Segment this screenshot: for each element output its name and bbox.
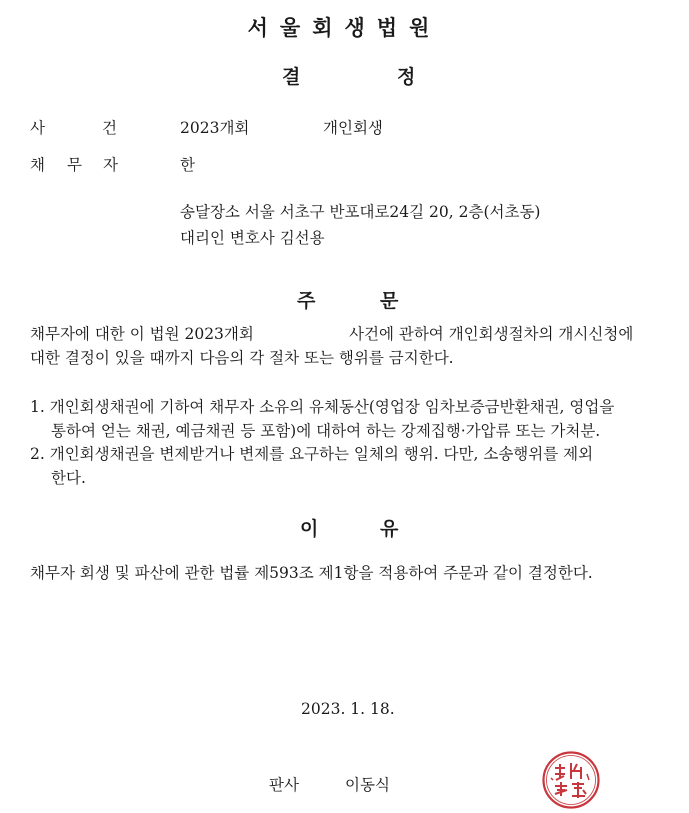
judge-name: 이동식 xyxy=(345,776,390,794)
order-item2-line1: 2. 개인회생채권을 변제받거나 변제를 요구하는 일체의 행위. 다만, 소송행위를 제외 xyxy=(30,445,594,463)
decision-date: 2023. 1. 18. xyxy=(301,700,395,718)
case-label-part1: 사 xyxy=(30,119,45,137)
debtor-label-part2: 무 xyxy=(67,156,82,174)
debtor-name: 한 xyxy=(180,156,195,174)
order-intro-line1-b: 사건에 관하여 개인회생절차의 개시신청에 xyxy=(349,325,634,343)
order-heading-right: 문 xyxy=(380,290,399,312)
doc-type-right: 정 xyxy=(397,66,416,88)
case-number: 2023개회 xyxy=(180,119,250,137)
case-label-part2: 건 xyxy=(102,119,117,137)
order-intro-line1-a: 채무자에 대한 이 법원 2023개회 xyxy=(30,325,254,343)
case-type: 개인회생 xyxy=(323,119,383,137)
reason-heading-right: 유 xyxy=(380,518,399,540)
reason-heading-left: 이 xyxy=(300,518,319,540)
reason-text: 채무자 회생 및 파산에 관한 법률 제593조 제1항을 적용하여 주문과 같이 결정한다. xyxy=(30,564,593,582)
doc-type-left: 결 xyxy=(282,66,301,88)
order-intro-line2: 대한 결정이 있을 때까지 다음의 각 절차 또는 행위를 금지한다. xyxy=(30,349,454,367)
order-item1-line1: 1. 개인회생채권에 기하여 채무자 소유의 유체동산(영업장 임차보증금반환채권, 영업을 xyxy=(30,398,615,416)
judge-seal-icon xyxy=(541,750,601,810)
debtor-address: 송달장소 서울 서초구 반포대로24길 20, 2층(서초동) xyxy=(180,203,541,221)
order-heading-left: 주 xyxy=(297,290,316,312)
order-item1-line2: 통하여 얻는 채권, 예금채권 등 포함)에 대하여 하는 강제집행·가압류 또는 가처분. xyxy=(51,422,601,440)
order-item2-line2: 한다. xyxy=(51,469,86,487)
judge-title: 판사 xyxy=(269,776,299,794)
debtor-representative: 대리인 변호사 김선용 xyxy=(180,229,325,247)
court-name: 서울회생법원 xyxy=(247,16,442,40)
debtor-label-part3: 자 xyxy=(103,156,118,174)
debtor-label-part1: 채 xyxy=(30,156,45,174)
